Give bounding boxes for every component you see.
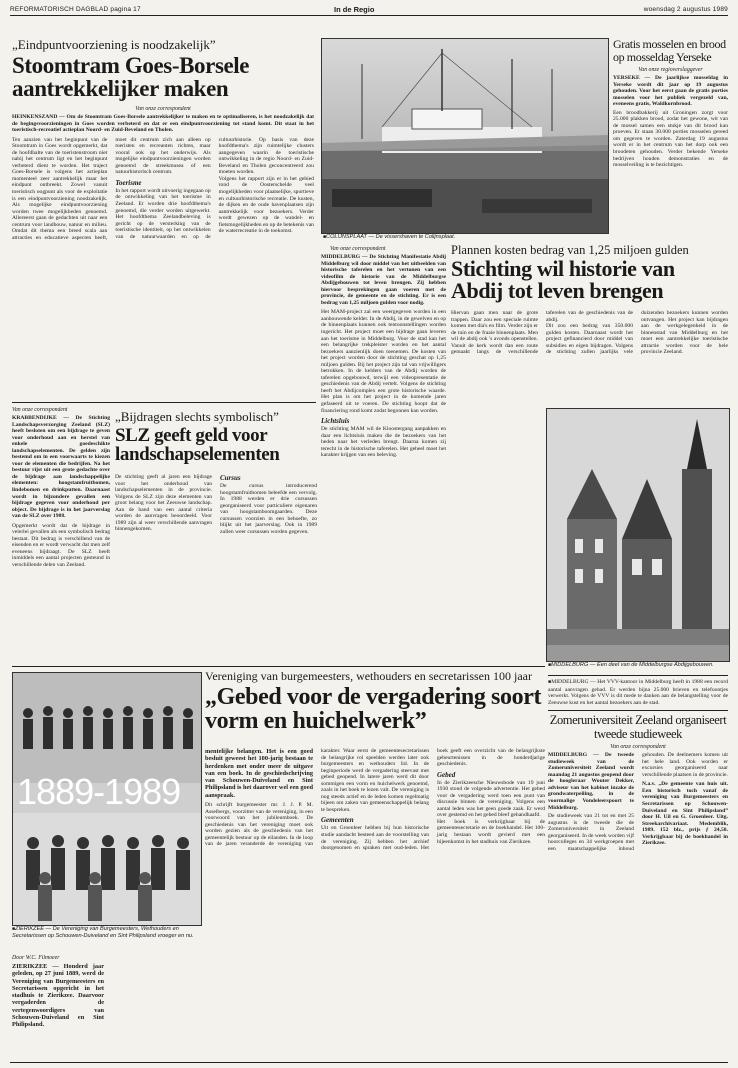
- colijnsplaat-harbour-photo: [321, 38, 609, 234]
- mosselen-byline: Van onze regioverslaggever: [638, 67, 703, 73]
- jubileum-top-rule: [12, 666, 545, 667]
- slz-subhead: Cursus: [220, 474, 241, 482]
- mosselen-headline: Gratis mosselen en brood op mosseldag Yerseke: [613, 38, 726, 64]
- jubileum-col2: [108, 955, 200, 1060]
- abdij-caption-text: ■ MIDDELBURG — Een deel van de Middelburgse Abdijgebouwen.: [548, 662, 714, 668]
- masthead-date: woensdag 2 augustus 1989: [643, 6, 728, 13]
- page-bottom-rule: [10, 1062, 728, 1063]
- jubileum-kicker: Vereniging van burgemeesters, wethouders en secretarissen 100 jaar: [205, 670, 532, 683]
- sidebar-body: De studieweek van 21 tot en met 25 augustus is de tweede die de Zomeruniversiteit in Zeeland georganiseerd. In de week worden vijf hoorcolleges en 34 werkgroepen met een maatschappelijke inhoud gehouden. De deelnemers komen uit het hele land. Ook worden er excursies georganiseerd naar verschillende plaatsen in de provincie.: [548, 752, 728, 852]
- slz-body3: De cursus introducerend hoogstamfruitbomen beleefde een vervolg. In 1988 werden er drie cursussen georganiseerd voor particuliere eigenaren van hoogstamboomgaarden. Deze cursussen voorzien in een behoefte, zo blijkt uit het jaarverslag. Ook in 1989 zullen weer cursussen worden gegeven.: [220, 483, 317, 535]
- slz-body: Opgemerkt wordt dat de bijdrage in velerlei gevallen als een symbolisch bedrag bestaat. Dit bedrag is verschillend van de eisenden en er wordt verwacht dat men zelf eveneens bijdraagt. De SLZ heeft inmiddels een aantal projecten gesteund in verschillende delen van Zeeland.: [12, 522, 110, 569]
- abdij-kicker: Plannen kosten bedrag van 1,25 miljoen gulden: [451, 243, 689, 257]
- abdij-lead: MIDDELBURG — De Stichting Manifestatie Abdij Middelburg wil door middel van het uitbeelden van historische taferelen en het vertonen van een videofilm de historie van de Middelburgse Abdijgebouwen tot leven brengen. Zij hebben hiervoor besprekingen gaan voeren met de provincie, de gemeente en de stichting. Er is een bedrag van 1,25 miljoen gulden voor nodig.: [321, 254, 446, 306]
- abdij-body3: Hiervan gaan men naar de grote trappen. Daar zou een speciale ruimte komen met dia's en film. Verder zijn er de tuin en de fraaie binnenplaats. Men wil de abdij ook 's avonds openstellen. Vanuit de kerk wordt dan een route gemaakt langs de verschillende taferelen van de geschiedenis van de abdij.: [451, 310, 633, 356]
- stoomtram-subhead: Toerisme: [115, 178, 142, 187]
- abdij-col1: [321, 254, 446, 662]
- abdij-caption: [548, 662, 728, 669]
- stoomtram-article: [12, 106, 314, 396]
- jubileum-body2: Uit en Groenleer hebben bij hun historische studie aandacht besteed aan de voorstelling van de vereniging. Zij hebben het archief doorgenomen en spraken met oud-leden. Het boek geeft een overzicht van de belangrijkste gebeurtenissen in de honderdjarige geschiedenis.: [321, 748, 545, 852]
- jubileum-body: Dit schrijft burgemeester mr. J. J. P. M. Asselbergs, voorzitter van de vereniging, in een voorwoord van het jubileumboek. De geschiedenis van het vereniging moet ook worden gezien als de geschiedenis van het gemeentelijk bestuur op de eilanden. In de loop van de jaren veranderde de vereniging van karakter. Waar eerst de gemeentesecretarissen de belangrijke rol speelden werden later ook burgemeesters en wethouders lid. In de beginperiode werd de vergadering steevast met gebed geopend. In latere jaren werd dit door sommigen een vorm en huichelwerk genoemd, zoals in het boek te lezen valt. De vereniging is nog steeds actief en de leden komen regelmatig bijeen om zaken van gemeenschappelijk belang te bespreken.: [205, 748, 429, 848]
- stoomtram-body3: Volgens het rapport zijn er in het gebied rond de Oosterschelde veel mogelijkheden voor plaatselijke, sportieve en cultuurhistorische recreatie. De kusten, de dijken en de oude havenplaatsen zijn aantrekkelijk voor bezoekers. Verder wordt gewezen op de wandel- en fietsmogelijkheden en op de betekenis van de waterrecreatie in de toekomst.: [218, 175, 314, 235]
- abbey-illustration: [547, 409, 729, 661]
- jubileum-columns: [205, 748, 545, 1060]
- slz-headline: SLZ geeft geld voor landschapselementen: [115, 426, 280, 465]
- jubileum-subhead-gebed: Gebed: [437, 770, 456, 779]
- jubileum-body4: Het boek is verkrijgbaar bij de gemeentesecretarie en de boekhandel. Het 100-jarig bestaan wordt gevierd met een bijeenkomst in het stadhuis van Zierikzee.: [437, 818, 545, 845]
- abdij-body: Het MAM-project zal een weergegeven worden in een aanbouwende kelder. In de Abdij, in de gewelven en op de binnenplaats kunnen ook tentoonstellingen worden ingericht. Het project moet een bijdrage gaan leveren aan het toerisme in Middelburg. Voor de stad kan het een belangrijke trekpleister worden en het aantal bezoekers aanzienlijk doen toenemen. De kosten van het project worden door de stichting geschat op 1,25 miljoen gulden. Bij het project zijn tal van vrijwilligers betrokken. In de kelders van de Abdij worden de taferelen opgebouwd, terwijl een videopresentatie de geschiedenis van de Abdij vertelt. Volgens de stichting heeft het Abdijcomplex een grote historische waarde. Het plan is om het project in de komende jaren gefaseerd uit te voeren. De stichting hoopt dat de financiering rond komt zodat begonnen kan worden.: [321, 309, 446, 414]
- sidebar-lead: MIDDELBURG — De tweede studieweek van de Zomeruniversiteit Zeeland wordt maandag 21 augustus geopend door de hoogleraar Wouter Dekker, adviseur van het kabinet inzake de grondwaterpeiling, in de voormalige Vondeleerspoort te Middelburg.: [548, 752, 634, 811]
- abdij-headline: Stichting wil historie van Abdij tot leven brengen: [451, 258, 675, 303]
- sidebar-notice: N.a.v. „De gemeente van huis uit. Een historisch toch vanaf de vereniging van Burgemeesters en Secretarissen op Schouwen-Duiveland en Sint Philipsland” door H. Uil en G. Groenleer. Uitg. Streekarchivariaat. Medemblik, 1989. 152 blz., prijs ƒ 24,50. Verkrijgbaar bij de boekhandel in Zierikzee.: [642, 781, 728, 847]
- sidebar-brief: ■ MIDDELBURG — Het VVV-kantoor in Middelburg heeft in 1988 een record aantal aanvragen gehad. Er werden bijna 25.000 brieven en telefoontjes verwerkt. Volgens de VVV is dit mede te danken aan de belangstelling voor de Zeeuwse kust en het aantal bezoekers aan de stad.: [548, 679, 728, 706]
- colijnsplaat-caption: [323, 234, 607, 241]
- stoomtram-headline: Stoomtram Goes-Borsele aantrekkelijker maken: [12, 54, 250, 101]
- stoomtram-body2: In het rapport wordt uitvoerig ingegaan op de ontwikkeling van het toerisme in Zeeland. Er worden drie hoofdthema's genoemd, die verder worden uitgewerkt. Het hoofdthema Zeelandbeleving is gericht op de versterking van de toeristische identiteit, op het ontwikkelen van de natuurwaarden en op de cultuurhistorie. Op basis van deze hoofdthema's zijn ruimtelijke clusters aangegeven waarin de toeristische ontwikkeling in de regio Noord- en Zuid-Beveland en Tholen geconcentreerd zou moeten worden.: [115, 136, 314, 240]
- slz-byline: Van onze correspondent: [12, 407, 68, 413]
- stoomtram-body: Ten aanzien van het beginpunt van de Stoomtram in Goes wordt opgemerkt, dat de hoofdhalte van de toeristenstroom niet nabij het centrum ligt en het beginpunt verbeterd dient te worden. Het traject Goes-Borsele is volgens het actieplan momenteel zeer aantrekkelijk maar het eindpunt ontbreekt. Zowel vanuit toeristisch oogpunt als voor de exploitatie is een eindpuntvoorziening noodzakelijk. Als mogelijke eindpuntvoorziening worden twee mogelijkheden genoemd. Allereerst gaan de gedachten uit naar een centrum voor landbouw, natuur en milieu. Omdat dit thema een breed scala aan attracties en educatieve aspecten heeft, moet dit centrum zich aan alleen op toeristen en recreanten richten, maar vooral ook op het onderwijs. Als mogelijke eindpuntvoorzieningen worden genoemd de streekmusea of een natuurhistorisch centrum.: [12, 136, 211, 241]
- stoomtram-columns: [12, 137, 314, 242]
- jubileum-col1: [12, 955, 104, 1060]
- mosselen-article: [613, 38, 728, 248]
- jubileum-byline: Door W.C. Filmoeer: [12, 955, 60, 961]
- stoomtram-kicker: „Eindpuntvoorziening is noodzakelijk”: [12, 38, 216, 52]
- abdij-subhead: Lichtsluis: [321, 417, 350, 426]
- slz-body2: De stichting geeft al jaren een bijdrage voor het onderhoud van landschapselementen in de provincie. Volgens de SLZ zijn deze elementen van groot belang voor het Zeeuwse landschap. Aan de hand van een aantal criteria worden de aanvragen beoordeeld. Voor 1989 zijn al weer verschillende aanvragen binnengekomen.: [115, 474, 212, 533]
- sidebar-top-rule: [548, 675, 728, 676]
- masthead-rule: [10, 15, 728, 16]
- sidebar-headline: Zomeruniversiteit Zeeland organiseert tweede studieweek: [549, 713, 727, 741]
- jubileum-headline: „Gebed voor de vergadering soort vorm en huichelwerk”: [205, 685, 542, 734]
- jubileum-lead: ZIERIKZEE — Honderd jaar geleden, op 27 juni 1889, werd de Vereniging van Burgemeesters en Secretarissen opgericht in het stadhuis te Zierikzee. Daarvoor vergaderden de vertegenwoordigers van Schouwen-Duiveland en Sint Philipsland.: [12, 963, 104, 1029]
- jubileum-caption: [12, 926, 200, 940]
- jubileum-caption-text: ■ ZIERIKZEE — De Vereniging van Burgemeesters, Wethouders en Secretarissen op Schouwen-Duiveland en Sint Philipsland vroeger en nu.: [12, 926, 194, 939]
- section-title: In de Regio: [334, 5, 375, 14]
- sidebar: [548, 679, 728, 1060]
- jubileum-group-photo: [12, 672, 202, 926]
- slz-columns: [115, 474, 317, 659]
- slz-lead: KRABBENDIJKE — De Stichting Landschapsverzorging Zeeland (SLZ) heeft besloten om een bijdrage te geven voor onderhoud aan en herstel van enkele goedeschikte landschapselementen. De gelden zijn bestemd om in een voorwaarts te kiezen voor de elementen die bedrijfen. Na het bestuur rijst uit een grote gedachte over de bijdrage aan landschappelijke elementen: hoogstamfruitbomen, lindebomen en drinkputten. Daarnaast wordt in bijzondere gevallen een bijdrage gegeven voor onderhoud per object. De bijdrage is in het jaarverslag van de SLZ over 1988.: [12, 415, 110, 520]
- stoomtram-byline: Van onze correspondent: [135, 106, 191, 112]
- jubileum-years: 1889-1989: [17, 771, 181, 812]
- sidebar-byline: Van onze correspondent: [610, 744, 666, 751]
- harbour-illustration: [322, 39, 608, 233]
- stoomtram-lead: HEINKENSZAND — Om de Stoomtram Goes-Borsele aantrekkelijker te maken en te optimaliseren, is het noodzakelijk dat de begingsvoorzieningen in Goes worden verbeterd en dat er een eindpuntvoorziening tot stand komt. Dit staat in het toeristisch-recreatief actieplan Noord- en Zuid-Beveland en Tholen.: [12, 114, 314, 134]
- slz-col1: [12, 407, 110, 657]
- abdij-upper-cols: [451, 310, 728, 405]
- mosselen-lead: YERSEKE — De jaarlijkse mosseldag in Yerseke wordt dit jaar op 19 augustus gehouden. Voor het eerst gaan de gratis porties mosselen voor het publiek vergezeld van, eveneens gratis, Waldkornbrood.: [613, 75, 728, 108]
- abdij-body4: Dit zou een bedrag van 350.000 gulden kosten. Daarnaast wordt het project gefinancierd door middel van subsidies en eigen bijdragen. Volgens de stichting zullen jaarlijks vele duizenden bezoekers kunnen worden ontvangen. Het project kan bijdragen aan de werkgelegenheid in de binnenstad van Middelburg en het moet een aantrekkelijke toeristische attractie worden voor de hele provincie Zeeland.: [546, 310, 728, 356]
- jubileum-subhead-gemeenten: Gemeenten: [321, 816, 354, 825]
- abdij-byline: Van onze correspondent: [330, 246, 386, 252]
- abdij-photo: [546, 408, 730, 662]
- colijnsplaat-caption-text: ■ COLIJNSPLAAT — De vissershaven te Colijnsplaat.: [323, 234, 455, 240]
- abdij-body2: De stichting MAM wil de Kloostergang aanpakken en daar een lichtsluis maken die de bezoekers van het heden naar het verleden brengt. Daarna komen zij terecht in de historische taferelen. Het geheel moet het karakter krijgen van een beleving.: [321, 426, 446, 459]
- jubileum-lead2: mentelijke belangen. Het is een goed besluit geweest het 100-jarig bestaan te herdenken met onder meer de uitgave van een boek. In de geschiedschrijving van Schouwen-Duiveland en Sint Philipsland is het daarover wel een goed aanspraak.: [205, 748, 313, 799]
- masthead-left: REFORMATORISCH DAGBLAD pagina 17: [10, 6, 141, 13]
- slz-top-rule: [12, 402, 316, 403]
- mosselen-body: Een broodbakkerij uit Groningen zorgt voor 25.000 plakken brood, zodat het gewone, wit van de mossel samen een stukje van dit brood kan proeven. Er staan 30.000 porties mosselen gereed om gegeven te worden. Zaterdag 19 augustus wordt er in het centrum van het dorp ook een broodeten gehouden. Verder bekende Yerseke bedrijven houden demonstraties en de mosselveiling is te bezichtigen.: [613, 109, 728, 169]
- slz-kicker: „Bijdragen slechts symbolisch”: [115, 410, 279, 424]
- jubileum-body3: In de Zierikzeesche Nieuwsbode van 19 juni 1930 stond de volgende advertentie. Het gebed voor de vergadering werd toen een punt van discussie binnen de vereniging. Volgens een aantal leden was het geen goede zaak. Er werd over gestemd en het gebed bleef gehandhaafd.: [437, 779, 545, 819]
